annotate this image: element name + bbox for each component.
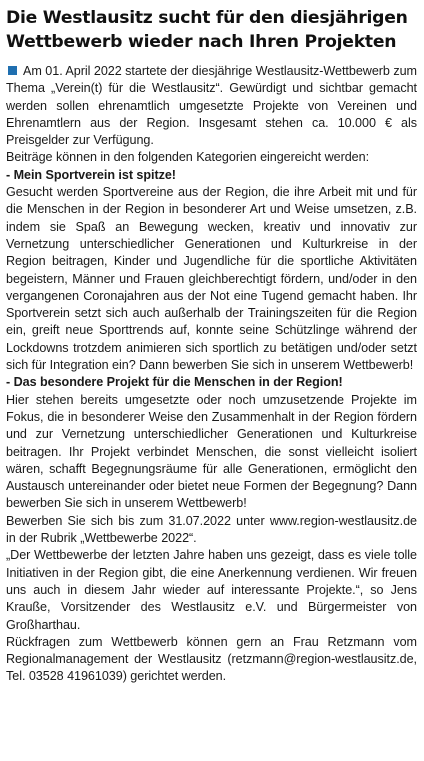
article-body (6, 63, 417, 686)
category-heading-sportverein: - Mein Sportverein ist spitze! (6, 167, 176, 182)
quote-paragraph: „Der Wettbewerbe der letzten Jahre haben uns gezeigt, dass es viele tolle Initiativen in der Region gibt, die eine Anerkennung verdienen. Wir freuen uns auch in diesem Jahr wieder auf interessante Projekte.“, so Jens Krauße, Vorsitzender des Westlausitz e.V. und Bürgermeister von Großharthau. (6, 548, 417, 632)
square-bullet-icon (8, 66, 17, 75)
intro-text: Am 01. April 2022 startete der diesjährige Westlausitz-Wettbewerb zum Thema „Verein(t) für die Westlausitz“. Gewürdigt und sichtbar gemacht werden sollen ehrenamtlich umgesetzte Projekte von Vereinen und Ehrenamtlern aus der Region. Insgesamt stehen ca. 10.000 € als Preisgelder zur Verfügung. (6, 64, 417, 148)
article-headline: Die Westlausitz sucht für den diesjährigen Wettbewerb wieder nach Ihren Projekten (6, 8, 408, 52)
categories-intro: Beiträge können in den folgenden Kategorien eingereicht werden: (6, 150, 370, 165)
contact-paragraph: Rückfragen zum Wettbewerb können gern an Frau Retzmann vom Regionalmanagement der Westlausitz (retzmann@region-westlausitz.de, Tel. 03528 41961039) gerichtet werden. (6, 634, 417, 684)
category-heading-projekt: - Das besondere Projekt für die Menschen in der Region! (6, 375, 343, 390)
deadline-paragraph: Bewerben Sie sich bis zum 31.07.2022 unter www.region-westlausitz.de in der Rubrik „Wettbewerbe 2022“. (6, 513, 417, 546)
intro-paragraph (6, 63, 417, 149)
category-text-sportverein: Gesucht werden Sportvereine aus der Region, die ihre Arbeit mit und für die Menschen in der Region in besonderer Art und Weise umsetzen, z.B. indem sie Spaß an Bewegung wecken, kreativ und innovativ zur Vernetzung unterschiedlicher Generationen und Kulturkreise in der Region beitragen, Kinder und Jugendliche für die sportliche Aktivitäten begeistern, Männer und Frauen gleichberechtigt fördern, und/oder in den vergangenen Coronajahren aus der Not eine Tugend gemacht haben. Ihr Sportverein setzt sich auch außerhalb der Trainingszeiten für die Region ein, greift neue Sporttrends auf, konnte seine Schützlinge während der Lockdowns trotzdem animieren sich sportlich zu betätigen und/oder setzt sich für Integration ein? Dann bewerben Sie sich in unserem Wettbewerb! (6, 185, 417, 373)
category-text-projekt: Hier stehen bereits umgesetzte oder noch umzusetzende Projekte im Fokus, die in besonderer Weise den Zusammenhalt in der Region fördern und zur Vernetzung unterschiedlicher Generationen und Kulturkreise beitragen. Ihr Projekt verbindet Menschen, die sonst vielleicht isoliert wären, schafft Begegnungsräume für alle Generationen, ermöglicht den Austausch untereinander oder bietet neue Formen der Begegnung? Dann bewerben Sie sich in unserem Wettbewerb! (6, 392, 417, 511)
